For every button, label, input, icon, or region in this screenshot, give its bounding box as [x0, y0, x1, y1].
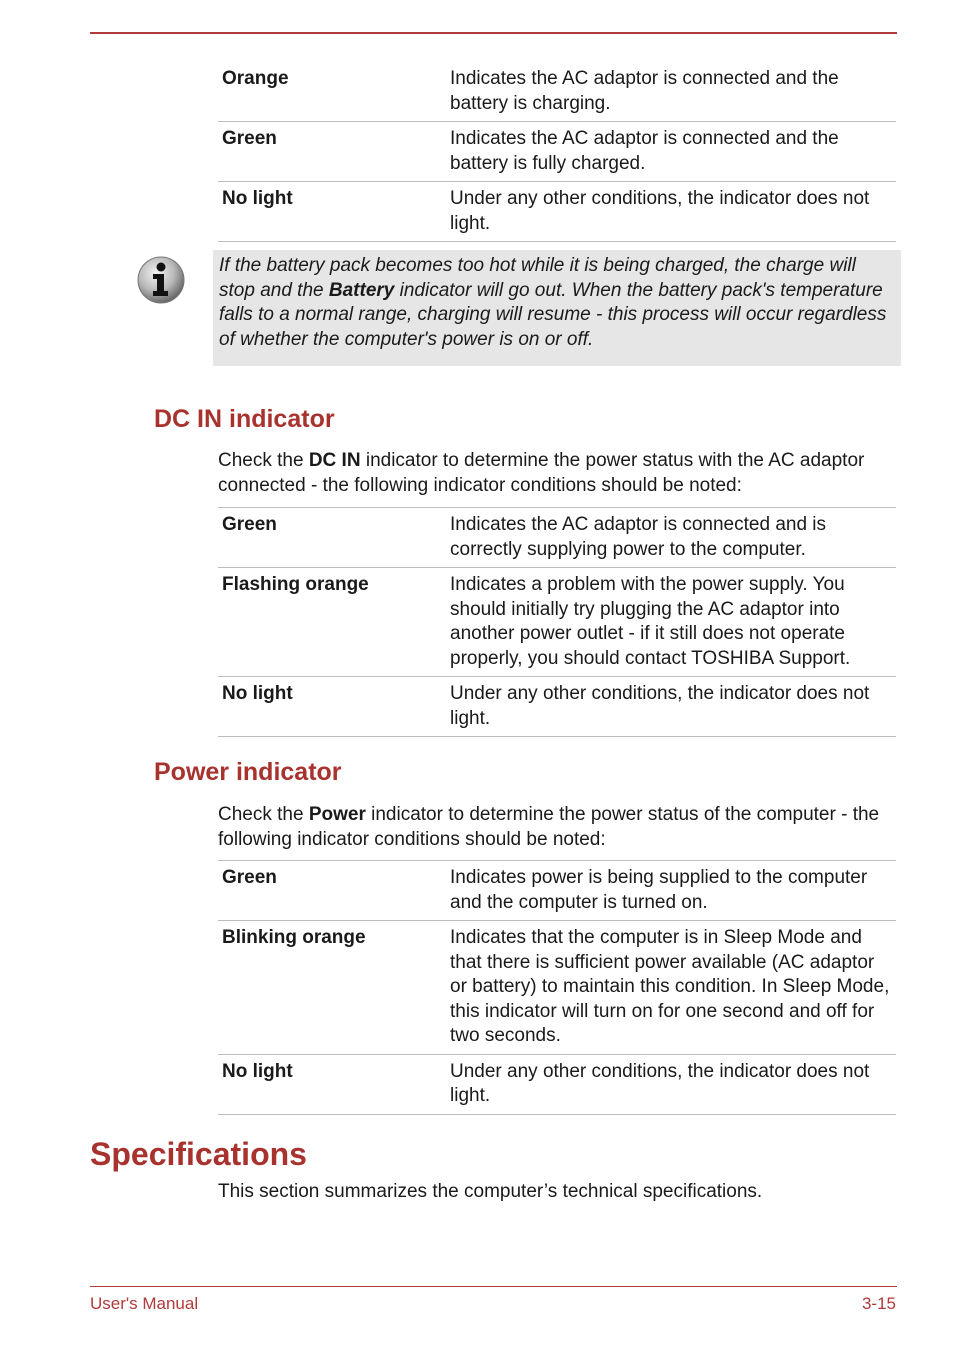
- condition-term: Green: [218, 508, 442, 568]
- dcin-indicator-table: [218, 507, 896, 737]
- footer-rule: [90, 1286, 897, 1287]
- intro-text: indicator to determine the power status with the AC adaptor connected - the following indicator conditions should be noted:: [218, 450, 865, 496]
- condition-term: Blinking orange: [218, 921, 442, 1055]
- footer-page-number: 3-15: [861, 1294, 896, 1313]
- condition-description: Indicates the AC adaptor is connected and the battery is fully charged.: [442, 122, 896, 182]
- condition-description: Indicates a problem with the power supply. You should initially try plugging the AC adaptor into another power outlet - if it still does not operate properly, you should contact TOSHIBA Support.: [442, 568, 896, 677]
- table-row: [218, 861, 896, 921]
- specifications-intro: This section summarizes the computer’s technical specifications.: [218, 1181, 763, 1202]
- intro-bold-term: DC IN: [308, 450, 361, 471]
- intro-text: indicator to determine the power status of the computer - the following indicator conditions should be noted:: [218, 804, 880, 850]
- table-row: [218, 921, 896, 1055]
- table-row: [218, 122, 896, 182]
- section-heading-specifications: Specifications: [90, 1136, 307, 1172]
- condition-description: Under any other conditions, the indicator does not light.: [442, 677, 896, 737]
- intro-text: Check the: [218, 450, 309, 471]
- power-indicator-table: [218, 860, 896, 1115]
- condition-term: No light: [218, 1054, 442, 1114]
- condition-term: Orange: [218, 62, 442, 122]
- header-rule: [90, 32, 897, 34]
- intro-bold-term: Power: [308, 804, 366, 825]
- table-row: [218, 182, 896, 242]
- note-text: indicator will go out. When the battery pack's temperature falls to a normal range, charging will resume - this process will occur regardless of whether the computer's power is on or off.: [219, 279, 887, 350]
- footer-manual-title: User's Manual: [90, 1294, 199, 1313]
- battery-heat-note: [213, 250, 901, 366]
- note-text: If the battery pack becomes too hot while it is being charged, the charge will stop and the: [219, 255, 856, 301]
- condition-term: Green: [218, 861, 442, 921]
- dcin-intro: [218, 449, 898, 498]
- table-row: [218, 62, 896, 122]
- table-row: [218, 508, 896, 568]
- section-heading-power: Power indicator: [154, 758, 342, 786]
- table-row: [218, 568, 896, 677]
- table-row: [218, 1054, 896, 1114]
- condition-term: No light: [218, 182, 442, 242]
- power-intro: [218, 803, 898, 852]
- condition-description: Under any other conditions, the indicator does not light.: [442, 182, 896, 242]
- condition-description: Indicates the AC adaptor is connected and the battery is charging.: [442, 62, 896, 122]
- battery-indicator-table: [218, 62, 896, 242]
- condition-description: Indicates power is being supplied to the computer and the computer is turned on.: [442, 861, 896, 921]
- condition-term: No light: [218, 677, 442, 737]
- note-bold-term: Battery: [328, 279, 395, 301]
- condition-term: Flashing orange: [218, 568, 442, 677]
- info-icon: [136, 255, 186, 305]
- condition-term: Green: [218, 122, 442, 182]
- condition-description: Indicates that the computer is in Sleep Mode and that there is sufficient power available (AC adaptor or battery) to maintain this condition. In Sleep Mode, this indicator will turn on for one second and off for two seconds.: [442, 921, 896, 1055]
- condition-description: Under any other conditions, the indicator does not light.: [442, 1054, 896, 1114]
- table-row: [218, 677, 896, 737]
- section-heading-dcin: DC IN indicator: [154, 405, 335, 433]
- intro-text: Check the: [218, 804, 309, 825]
- condition-description: Indicates the AC adaptor is connected and is correctly supplying power to the computer.: [442, 508, 896, 568]
